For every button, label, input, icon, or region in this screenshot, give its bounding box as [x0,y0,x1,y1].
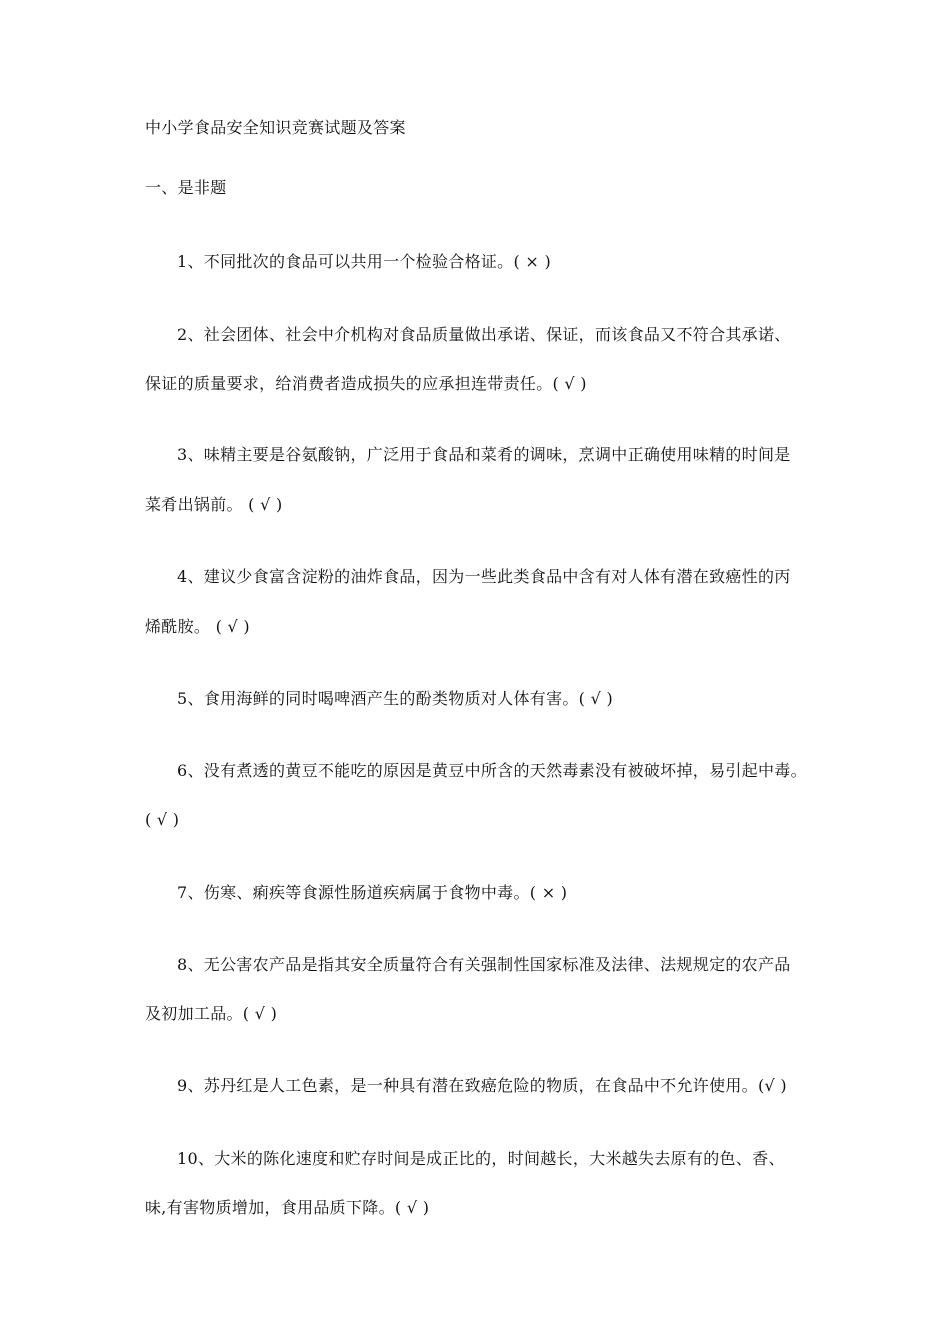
section-heading: 一、是非题 [145,178,227,197]
question-10-line-1: 10、大米的陈化速度和贮存时间是成正比的，时间越长，大米越失去原有的色、香、 [177,1149,785,1168]
question-3-line-2: 菜肴出锅前。 ( √ ) [145,495,283,514]
document-title: 中小学食品安全知识竞赛试题及答案 [145,118,406,137]
question-1-line-1: 1、不同批次的食品可以共用一个检验合格证。( × ) [177,252,552,271]
question-7-line-1: 7、伤寒、痢疾等食源性肠道疾病属于食物中毒。( × ) [177,883,568,902]
question-5-line-1: 5、食用海鲜的同时喝啤酒产生的酚类物质对人体有害。( √ ) [177,689,614,708]
question-6-line-1: 6、没有煮透的黄豆不能吃的原因是黄豆中所含的天然毒素没有被破坏掉，易引起中毒。 [177,761,807,780]
question-3-line-1: 3、味精主要是谷氨酸钠，广泛用于食品和菜肴的调味，烹调中正确使用味精的时间是 [177,445,791,464]
question-8-line-1: 8、无公害农产品是指其安全质量符合有关强制性国家标准及法律、法规规定的农产品 [177,955,791,974]
question-8-line-2: 及初加工品。( √ ) [145,1004,278,1023]
question-4-line-2: 烯酰胺。 ( √ ) [145,617,250,636]
question-4-line-1: 4、建议少食富含淀粉的油炸食品，因为一些此类食品中含有对人体有潜在致癌性的丙 [177,567,791,586]
question-6-line-2: ( √ ) [145,810,180,829]
question-10-line-2: 味,有害物质增加，食用品质下降。( √ ) [145,1198,430,1217]
question-2-line-1: 2、社会团体、社会中介机构对食品质量做出承诺、保证，而该食品又不符合其承诺、 [177,325,791,344]
question-2-line-2: 保证的质量要求，给消费者造成损失的应承担连带责任。( √ ) [145,374,587,393]
question-9-line-1: 9、苏丹红是人工色素，是一种具有潜在致癌危险的物质，在食品中不允许使用。(√ ) [177,1076,787,1095]
